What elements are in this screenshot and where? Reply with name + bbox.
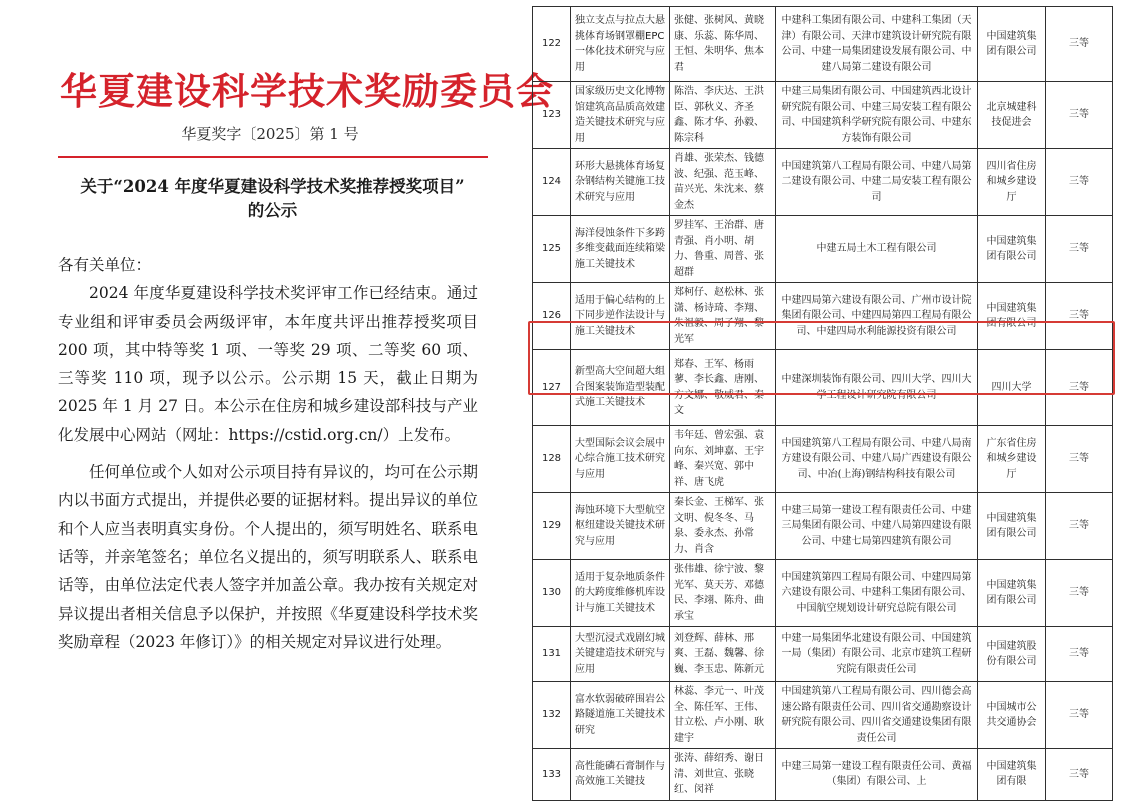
award-level: 三等 [1046,560,1113,627]
recommender: 广东省住房和城乡建设厅 [978,426,1046,493]
project-name: 海洋侵蚀条件下多跨多维变截面连续箱梁施工关键技术 [571,216,670,283]
project-members: 张健、张树风、黄晓康、乐蕊、陈华周、王恒、朱明华、焦本君 [670,7,776,82]
recommender: 中国建筑集团有限公司 [978,493,1046,560]
table-row [533,493,1113,560]
project-members: 张伟雄、徐宁波、黎光军、莫天芳、邓德民、李翊、陈舟、曲承宝 [670,560,776,627]
row-number: 126 [533,283,571,350]
project-members: 肖雄、张荣杰、钱德波、纪强、范玉峰、苗兴光、朱沈来、蔡金杰 [670,149,776,216]
completing-units: 中建三局集团有限公司、中国建筑西北设计研究院有限公司、中建三局安装工程有限公司、中国建筑科学研究院有限公司、中建东方装饰有限公司 [776,82,978,149]
table-row [533,82,1113,149]
recommender: 中国建筑集团有限公司 [978,7,1046,82]
table-row [533,627,1113,682]
project-members: 罗挂军、王治群、唐青强、肖小明、胡力、鲁重、周普、张超群 [670,216,776,283]
recommender: 北京城建科技促进会 [978,82,1046,149]
project-name: 适用于复杂地质条件的大跨度维修机库设计与施工关键技术 [571,560,670,627]
project-name: 富水软弱破碎围岩公路隧道施工关键技术研究 [571,682,670,749]
project-members: 林蕊、李元一、叶茂全、陈任军、王伟、甘立松、卢小刚、耿建宇 [670,682,776,749]
recommender: 中国城市公共交通协会 [978,682,1046,749]
recommender: 四川省住房和城乡建设厅 [978,149,1046,216]
notice-body [58,251,478,656]
award-level: 三等 [1046,749,1113,801]
project-name: 海蚀环境下大型航空枢纽建设关键技术研究与应用 [571,493,670,560]
table-row [533,682,1113,749]
award-level: 三等 [1046,283,1113,350]
award-level: 三等 [1046,426,1113,493]
table-row [533,216,1113,283]
greeting: 各有关单位： [58,256,152,274]
table-row [533,350,1113,426]
project-name: 大型沉浸式戏剧幻城关键建造技术研究与应用 [571,627,670,682]
table-row [533,426,1113,493]
award-list [532,6,1112,795]
project-members: 张涛、薛绍秀、谢日清、刘世宣、张晓红、闵祥 [670,749,776,801]
award-level: 三等 [1046,149,1113,216]
completing-units: 中建五局土木工程有限公司 [776,216,978,283]
completing-units: 中建科工集团有限公司、中建科工集团（天津）有限公司、天津市建筑设计研究院有限公司、中建一局集团建设发展有限公司、中建八局第二建设有限公司 [776,7,978,82]
row-number: 132 [533,682,571,749]
recommender: 中国建筑集团有限公司 [978,560,1046,627]
project-name: 国家级历史文化博物馆建筑高品质高效建造关键技术研究与应用 [571,82,670,149]
notice-subject [40,175,505,223]
award-level: 三等 [1046,82,1113,149]
row-number: 122 [533,7,571,82]
row-number: 130 [533,560,571,627]
row-number: 123 [533,82,571,149]
project-name: 高性能磷石膏制作与高效施工关键技 [571,749,670,801]
project-name: 大型国际会议会展中心综合施工技术研究与应用 [571,426,670,493]
paragraph-objection: 任何单位或个人如对公示项目持有异议的，均可在公示期内以书面方式提出，并提供必要的证据材料。提出异议的单位和个人应当表明真实身份。个人提出的，须写明姓名、联系电话等，并亲笔签名；单位名义提出的，须写明联系人、联系电话等，由单位法定代表人签字并加盖公章。我办按有关规定对异议提出者相关信息予以保护，并按照《华夏建设科学技术奖奖励章程（2023 年修订）》的相关规定对异议进行处理。 [58,463,478,651]
table-row [533,749,1113,801]
project-members: 陈浩、李庆达、王洪臣、郭秋义、齐圣鑫、陈才华、孙毅、陈宗科 [670,82,776,149]
row-number: 131 [533,627,571,682]
subject-line-2: 的公示 [247,201,298,220]
completing-units: 中建三局第一建设工程有限责任公司、中建三局集团有限公司、中建八局第四建设有限公司、中建七局第四建筑有限公司 [776,493,978,560]
project-members: 郑春、王军、杨雨蓼、李长鑫、唐刚、方文娜、敬威君、秦文 [670,350,776,426]
row-number: 133 [533,749,571,801]
row-number: 125 [533,216,571,283]
completing-units: 中建四局第六建设有限公司、广州市设计院集团有限公司、中建四局第四工程局有限公司、中建四局水利能源投资有限公司 [776,283,978,350]
completing-units: 中国建筑第八工程局有限公司、中建八局第二建设有限公司、中建二局安装工程有限公司 [776,149,978,216]
project-name: 新型高大空间超大组合图案装饰造型装配式施工关键技术 [571,350,670,426]
project-members: 刘登辉、薛林、邢爽、王磊、魏馨、徐巍、李玉忠、陈新元 [670,627,776,682]
completing-units: 中建一局集团华北建设有限公司、中国建筑一局（集团）有限公司、北京市建筑工程研究院有限责任公司 [776,627,978,682]
completing-units: 中建三局第一建设工程有限责任公司、黄福（集团）有限公司、上 [776,749,978,801]
table-row [533,283,1113,350]
row-number: 127 [533,350,571,426]
award-table [532,6,1113,801]
award-level: 三等 [1046,216,1113,283]
award-level: 三等 [1046,493,1113,560]
table-row [533,560,1113,627]
project-name: 环形大悬挑体育场复杂钢结构关键施工技术研究与应用 [571,149,670,216]
recommender: 四川大学 [978,350,1046,426]
completing-units: 中国建筑第八工程局有限公司、四川德会高速公路有限责任公司、四川省交通勘察设计研究院有限公司、四川省交通建设集团有限责任公司 [776,682,978,749]
award-level: 三等 [1046,350,1113,426]
recommender: 中国建筑股份有限公司 [978,627,1046,682]
table-row [533,149,1113,216]
recommender: 中国建筑集团有限 [978,749,1046,801]
project-members: 秦长金、王梯军、张文明、倪冬冬、马泉、委永杰、孙常力、肖含 [670,493,776,560]
row-number: 128 [533,426,571,493]
completing-units: 中国建筑第八工程局有限公司、中建八局南方建设有限公司、中建八局广西建设有限公司、中冶(上海)钢结构科技有限公司 [776,426,978,493]
recommender: 中国建筑集团有限公司 [978,216,1046,283]
award-level: 三等 [1046,682,1113,749]
project-members: 郑柯仔、赵松林、张潇、杨诗琦、李翔、朱祖毅、周子翔、黎光军 [670,283,776,350]
project-members: 韦年廷、曾宏强、袁向东、刘坤嘉、王宇峰、秦兴宽、郭中祥、唐飞虎 [670,426,776,493]
red-divider [58,156,488,158]
award-level: 三等 [1046,7,1113,82]
org-title: 华夏建设科学技术奖励委员会 [60,70,554,113]
award-level: 三等 [1046,627,1113,682]
project-name: 适用于偏心结构的上下同步逆作法设计与施工关键技术 [571,283,670,350]
recommender: 中国建筑集团有限公司 [978,283,1046,350]
doc-number: 华夏奖字〔2025〕第 1 号 [181,125,359,143]
subject-line-1: 关于“2024 年度华夏建设科学技术奖推荐授奖项目” [80,177,465,196]
table-row [533,7,1113,82]
completing-units: 中建深圳装饰有限公司、四川大学、四川大学工程设计研究院有限公司 [776,350,978,426]
row-number: 129 [533,493,571,560]
completing-units: 中国建筑第四工程局有限公司、中建四局第六建设有限公司、中建科工集团有限公司、中国航空规划设计研究总院有限公司 [776,560,978,627]
project-name: 独立支点与拉点大悬挑体育场钢罩棚EPC一体化技术研究与应用 [571,7,670,82]
row-number: 124 [533,149,571,216]
paragraph-announcement: 2024 年度华夏建设科学技术奖评审工作已经结束。通过专业组和评审委员会两级评审，本年度共评出推荐授奖项目 200 项，其中特等奖 1 项、一等奖 29 项、二等奖 60 项、三等奖 110 项，现予以公示。公示期 15 天，截止日期为 2025 年 1 月 27 日。本公示在住房和城乡建设部科技与产业化发展中心网站（网址：https://cstid.org.cn/）上发布。 [58,284,478,444]
